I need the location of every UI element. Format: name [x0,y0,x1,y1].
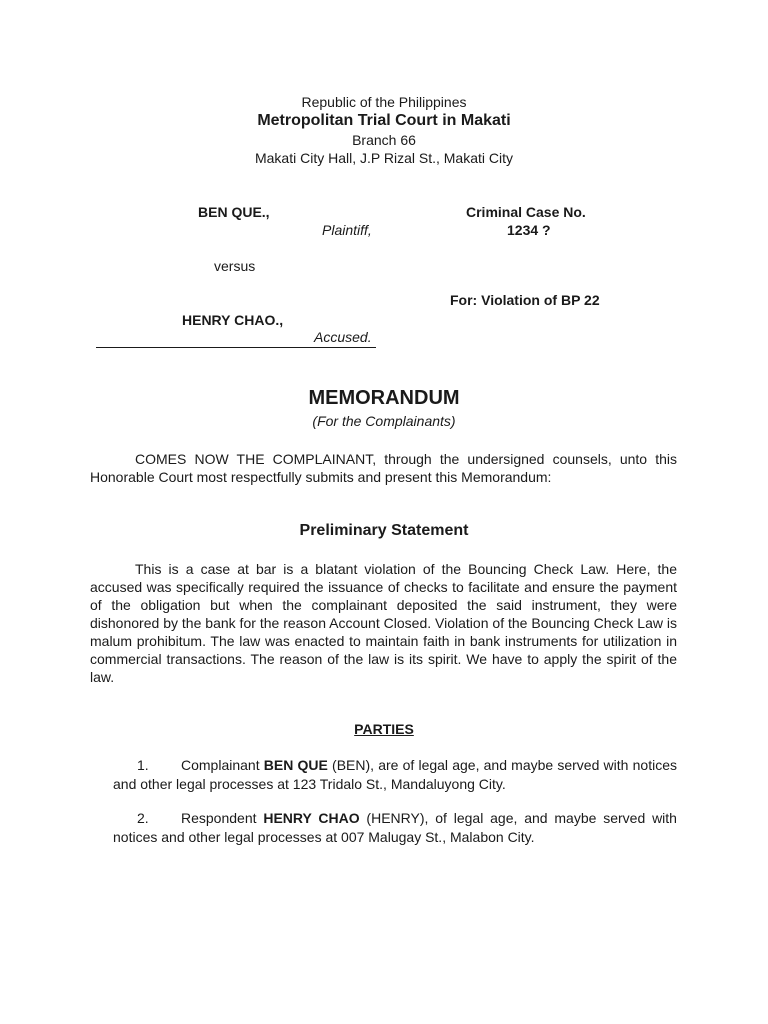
party-detail: (BEN), are of legal age, and maybe served with notices and other legal processes at 123 Tridalo St., Mandaluyong City. [113,757,677,792]
court-name: Metropolitan Trial Court in Makati [257,112,511,129]
party-lead: Respondent [181,810,264,826]
party-name: BEN QUE [263,757,328,773]
republic-line: Republic of the Philippines [301,94,467,110]
case-number: 1234 ? [507,222,551,238]
plaintiff-role: Plaintiff, [322,222,372,238]
party-item [113,809,677,847]
court-address: Makati City Hall, J.P Rizal St., Makati City [254,150,514,166]
parties-heading: PARTIES [354,721,414,737]
party-name: HENRY CHAO [263,810,360,826]
versus-label: versus [214,258,256,274]
charge-label: For: Violation of BP 22 [450,292,600,308]
intro-text: COMES NOW THE COMPLAINANT, through the undersigned counsels, unto this Honorable Court most respectfully submits and present this Memorandum: [90,451,677,485]
branch-line: Branch 66 [352,132,416,148]
preliminary-paragraph [90,560,677,686]
document-subtitle: (For the Complainants) [312,413,456,429]
party-number: 1. [137,757,149,773]
document-title: MEMORANDUM [308,387,460,409]
party-detail: (HENRY), of legal age, and maybe served with notices and other legal processes at 007 Malugay St., Malabon City. [113,810,677,845]
caption-divider [96,347,376,348]
case-label: Criminal Case No. [466,204,586,220]
party-lead: Complainant [181,757,264,773]
accused-name: HENRY CHAO., [182,312,284,328]
plaintiff-name: BEN QUE., [198,204,270,220]
party-item [113,756,677,794]
accused-role: Accused. [314,329,372,345]
intro-paragraph [90,450,677,486]
party-number: 2. [137,810,149,826]
preliminary-heading: Preliminary Statement [299,522,469,539]
preliminary-text: This is a case at bar is a blatant violation of the Bouncing Check Law. Here, the accused was specifically required the issuance of checks to facilitate and ensure the payment of the obligation but when the complainant deposited the said instrument, they were dishonored by the bank for the reason Account Closed. Violation of the Bouncing Check Law is malum prohibitum. The law was enacted to maintain faith in bank instruments for utilization in commercial transactions. The reason of the law is its spirit. We have to apply the spirit of the law. [90,561,677,685]
